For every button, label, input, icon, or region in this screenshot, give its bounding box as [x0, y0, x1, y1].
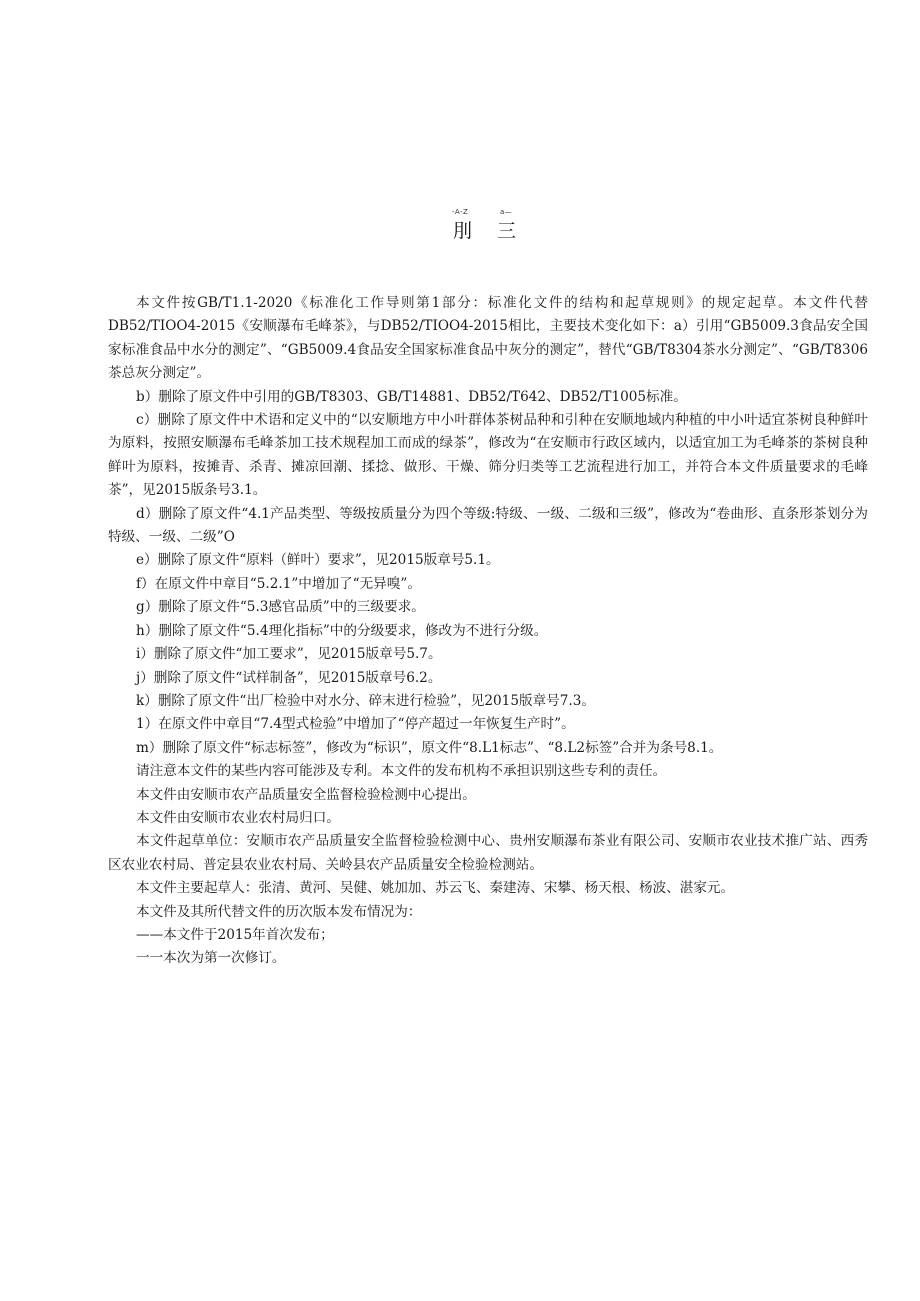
paragraph-change-e: e）删除了原文件“原料（鲜叶）要求”，见2015版章号5.1。: [136, 552, 500, 569]
paragraph-change-h: h）删除了原文件“5.4理化指标”中的分级要求，修改为不进行分级。: [136, 622, 548, 639]
heading-char-right: 三: [497, 220, 517, 242]
heading-char-left: 刖: [453, 220, 473, 242]
paragraph-change-l: 1）在原文件中章目“7.4型式检验”中增加了“停产超过一年恢复生产时”。: [136, 716, 575, 733]
paragraph-change-m: m）删除了原文件“标志标签”，修改为“标识”，原文件“8.L1标志”、“8.L2标签”合并为条号8.1。: [136, 739, 723, 756]
paragraph-drafting-units: 本文件起草单位：安顺市农产品质量安全监督检验检测中心、贵州安顺瀑布茶业有限公司、安顺市农业技术推广站、西秀区农业农村局、普定县农业农村局、关岭县农产品质量安全检验检测站。: [108, 833, 868, 873]
heading-mark-right: a—: [500, 208, 513, 216]
paragraph-change-c: c）删除了原文件中术语和定义中的“以安顺地方中小叶群体茶树品种和引种在安顺地域内种植的中小叶适宜茶树良种鲜叶为原料，按照安顺瀑布毛峰茶加工技术规程加工而成的绿茶”，修改为“在安顺市行政区域内，以适宜加工为毛峰茶的茶树良种鲜叶为原料，按摊青、杀青、摊凉回潮、揉捻、做形、干燥、筛分归类等工艺流程进行加工，并符合本文件质量要求的毛峰茶”，见2015版条号3.1。: [108, 412, 868, 499]
heading-mark-left: -A-Z: [452, 208, 469, 216]
paragraph-change-d: d）删除了原文件“4.1产品类型、等级按质量分为四个等级:特级、一级、二级和三级”，修改为“卷曲形、直条形茶划分为特级、一级、二级”O: [108, 505, 868, 546]
paragraph-first-release: ——本文件于2015年首次发布；: [136, 926, 334, 943]
paragraph-proposer: 本文件由安顺市农产品质量安全监督检验检测中心提出。: [136, 786, 476, 803]
paragraph-version-history: 本文件及其所代替文件的历次版本发布情况为：: [136, 903, 422, 920]
section-heading: [0, 216, 920, 242]
paragraph-administrator: 本文件由安顺市农业农村局归口。: [136, 809, 340, 826]
paragraph-drafters: 本文件主要起草人：张清、黄河、吴健、姚加加、苏云飞、秦建涛、宋攀、杨天根、杨波、湛家元。: [136, 880, 735, 897]
paragraph-change-i: i）删除了原文件“加工要求”，见2015版章号5.7。: [136, 646, 442, 663]
paragraph-patent-notice: 请注意本文件的某些内容可能涉及专利。本文件的发布机构不承担识别这些专利的责任。: [136, 763, 667, 780]
paragraph-change-f: f）在原文件中章目“5.2.1”中增加了“无异嗅”。: [136, 575, 421, 592]
paragraph-change-j: j）删除了原文件“试样制备”，见2015版章号6.2。: [136, 669, 442, 686]
paragraph-first-revision: 一一本次为第一次修订。: [136, 950, 286, 967]
foreword-body: [108, 292, 868, 971]
paragraph-intro: 本文件按GB/T1.1-2020《标准化工作导则第1部分：标准化文件的结构和起草规则》的规定起草。本文件代替DB52/TIOO4-2015《安顺瀑布毛峰茶》，与DB52/TIOO4-2015相比，主要技术变化如下：a）引用“GB5009.3食品安全国家标准食品中水分的测定”、“GB5009.4食品安全国家标准食品中灰分的测定”，替代“GB/T8304茶水分测定”、“GB/T8306茶总灰分测定”。: [108, 295, 868, 382]
paragraph-change-b: b）删除了原文件中引用的GB/T8303、GB/T14881、DB52/T642、DB52/T1005标准。: [136, 388, 687, 405]
paragraph-change-k: k）删除了原文件“出厂检验中对水分、碎末进行检验”，见2015版章号7.3。: [136, 692, 595, 709]
paragraph-change-g: g）删除了原文件“5.3感官品质”中的三级要求。: [136, 599, 425, 616]
